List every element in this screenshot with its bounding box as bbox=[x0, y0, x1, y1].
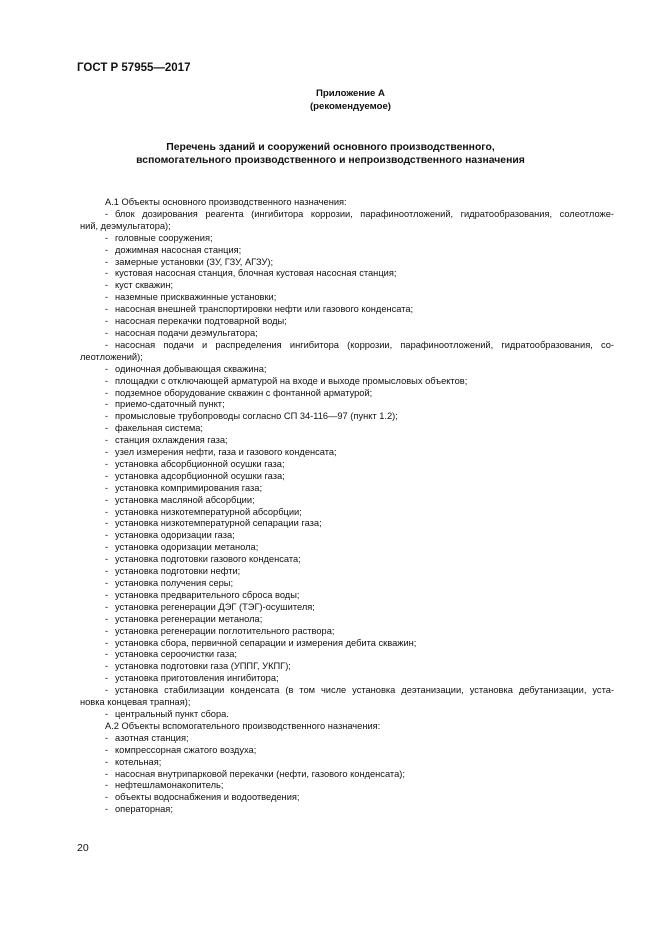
list-dash: - bbox=[105, 661, 109, 672]
list-item-text: компрессорная сжатого воздуха; bbox=[115, 744, 257, 755]
list-item-text: установка подготовки газового конденсата; bbox=[115, 554, 301, 565]
list-dash: - bbox=[105, 375, 109, 386]
list-item-text: котельная; bbox=[115, 756, 162, 767]
list-item bbox=[80, 447, 614, 459]
list-item bbox=[80, 304, 614, 316]
list-dash: - bbox=[105, 530, 109, 541]
list-dash: - bbox=[105, 578, 109, 588]
list-item-text: установка получения серы; bbox=[115, 578, 234, 588]
list-item bbox=[80, 423, 614, 435]
list-item bbox=[80, 435, 614, 447]
list-dash: - bbox=[105, 792, 109, 803]
list-item-text: установка приготовления ингибитора; bbox=[115, 673, 279, 684]
list-item bbox=[80, 483, 614, 495]
list-item-text: установка сероочистки газа; bbox=[115, 649, 237, 660]
list-dash: - bbox=[105, 542, 109, 553]
list-item bbox=[80, 376, 614, 388]
page-number: 20 bbox=[77, 842, 89, 854]
list-dash: - bbox=[105, 482, 109, 493]
list-dash: - bbox=[105, 506, 109, 517]
list-item-text: азотная станция; bbox=[115, 732, 189, 743]
list-dash: - bbox=[105, 470, 109, 481]
list-item bbox=[80, 804, 614, 816]
list-dash: - bbox=[105, 685, 109, 696]
list-dash: - bbox=[105, 363, 109, 374]
list-dash: - bbox=[105, 554, 109, 565]
list-item bbox=[80, 280, 614, 292]
list-item bbox=[80, 328, 614, 340]
document-title bbox=[0, 141, 661, 167]
list-item-text: операторная; bbox=[115, 804, 173, 815]
list-item bbox=[80, 495, 614, 507]
list-item-text: установка регенерации метанола; bbox=[115, 613, 263, 624]
list-item-text: установка одоризации газа; bbox=[115, 530, 235, 541]
list-item bbox=[80, 649, 614, 661]
list-dash: - bbox=[105, 292, 109, 303]
list-item-text: установка низкотемпературной сепарации газа; bbox=[115, 518, 322, 529]
list-dash: - bbox=[105, 399, 109, 410]
list-item bbox=[80, 578, 614, 590]
list-item bbox=[80, 792, 614, 804]
list-item bbox=[80, 340, 614, 352]
list-item-text: кустовая насосная станция, блочная кустовая насосная станция; bbox=[115, 268, 397, 279]
list-item-continuation: новка концевая трапная); bbox=[80, 697, 191, 708]
list-item-text: установка одоризации метанола; bbox=[115, 542, 259, 553]
list-dash: - bbox=[105, 566, 109, 577]
list-dash: - bbox=[105, 447, 109, 458]
list-dash: - bbox=[105, 458, 109, 469]
list-item bbox=[80, 364, 614, 376]
appendix-title: Приложение А bbox=[316, 88, 385, 99]
list-item-text: установка регенерации ДЭГ (ТЭГ)-осушителя; bbox=[115, 601, 315, 612]
list-item-continuation: ний, деэмульгатора); bbox=[80, 220, 171, 231]
list-item bbox=[80, 245, 614, 257]
list-item-text: установка предварительного сброса воды; bbox=[115, 589, 300, 600]
list-item bbox=[80, 614, 614, 626]
list-dash: - bbox=[105, 304, 109, 315]
list-item-text: центральный пункт сбора. bbox=[115, 708, 229, 719]
list-item-text: приемо-сдаточный пункт; bbox=[115, 399, 225, 410]
list-item-text: одиночная добывающая скважина; bbox=[115, 363, 267, 374]
list-item bbox=[80, 209, 614, 221]
list-dash: - bbox=[105, 744, 109, 755]
list-item-text: установка сбора, первичной сепарации и измерения дебита скважин; bbox=[115, 637, 417, 648]
list-item-text: насосная внутрипарковой перекачки (нефти, газового конденсата); bbox=[115, 768, 405, 779]
list-item bbox=[80, 530, 614, 542]
list-item-text: установка адсорбционной осушки газа; bbox=[115, 470, 285, 481]
list-item bbox=[80, 233, 614, 245]
appendix-subtitle: (рекомендуемое) bbox=[309, 100, 391, 112]
list-item bbox=[80, 769, 614, 781]
title-line-1: Перечень зданий и сооружений основного производственного, bbox=[166, 142, 495, 153]
list-item bbox=[80, 518, 614, 530]
list-item bbox=[80, 459, 614, 471]
list-item-text: насосная внешней транспортировки нефти или газового конденсата; bbox=[115, 304, 414, 315]
list-dash: - bbox=[105, 613, 109, 624]
list-item bbox=[80, 626, 614, 638]
list-item-text: установка подготовки газа (УППГ, УКПГ); bbox=[115, 661, 291, 672]
list-item-text: установка абсорбционной осушки газа; bbox=[115, 458, 285, 469]
list-dash: - bbox=[105, 256, 109, 267]
list-item bbox=[80, 507, 614, 519]
list-item bbox=[80, 399, 614, 411]
list-item bbox=[80, 733, 614, 745]
list-item-text: установка низкотемпературной абсорбции; bbox=[115, 506, 302, 517]
list-item-text: установка подготовки нефти; bbox=[115, 566, 241, 577]
list-item bbox=[80, 638, 614, 650]
list-item-text: головные сооружения; bbox=[115, 232, 213, 243]
list-item bbox=[80, 471, 614, 483]
list-item-text: блок дозирования реагента (ингибитора коррозии, парафиноотложений, гидратообразования, солеотложе- bbox=[115, 208, 614, 219]
list-item-text: станция охлаждения газа; bbox=[115, 435, 228, 446]
list-item-text: установка масляной абсорбции; bbox=[115, 494, 255, 505]
list-dash: - bbox=[105, 327, 109, 338]
list-item-text: замерные установки (ЗУ, ГЗУ, АГЗУ); bbox=[115, 256, 274, 267]
list-dash: - bbox=[105, 589, 109, 600]
list-dash: - bbox=[105, 339, 109, 350]
list-item-text: насосная перекачки подтоварной воды; bbox=[115, 316, 287, 327]
list-dash: - bbox=[105, 494, 109, 505]
list-dash: - bbox=[105, 280, 109, 291]
list-dash: - bbox=[105, 637, 109, 648]
list-dash: - bbox=[105, 708, 109, 719]
list-item bbox=[80, 709, 614, 721]
list-item-text: насосная подачи и распределения ингибитора (коррозии, парафиноотложений, гидратообразования, со- bbox=[115, 339, 614, 350]
list-item-continuation: леотложений); bbox=[80, 351, 143, 362]
list-dash: - bbox=[105, 601, 109, 612]
list-dash: - bbox=[105, 387, 109, 398]
list-item bbox=[80, 316, 614, 328]
list-item bbox=[80, 411, 614, 423]
list-item bbox=[80, 673, 614, 685]
list-item-text: промысловые трубопроводы согласно СП 34-116—97 (пункт 1.2); bbox=[115, 411, 398, 422]
list-item-text: наземные прискважинные установки; bbox=[115, 292, 277, 303]
list-item bbox=[80, 602, 614, 614]
appendix-heading bbox=[0, 88, 661, 113]
list-item bbox=[80, 566, 614, 578]
list-dash: - bbox=[105, 768, 109, 779]
list-item bbox=[80, 685, 614, 697]
section-heading: А.2 Объекты вспомогательного производственного назначения: bbox=[105, 720, 381, 731]
list-dash: - bbox=[105, 423, 109, 434]
list-dash: - bbox=[105, 268, 109, 279]
list-dash: - bbox=[105, 756, 109, 767]
list-item-text: площадки с отключающей арматурой на входе и выходе промысловых объектов; bbox=[115, 375, 468, 386]
list-item-text: узел измерения нефти, газа и газового конденсата; bbox=[115, 447, 337, 458]
list-item-text: установка компримирования газа; bbox=[115, 482, 263, 493]
document-body bbox=[80, 197, 614, 816]
list-item bbox=[80, 757, 614, 769]
list-dash: - bbox=[105, 673, 109, 684]
list-dash: - bbox=[105, 316, 109, 327]
list-dash: - bbox=[105, 244, 109, 255]
title-line-2: вспомогательного производственного и непроизводственного назначения bbox=[136, 155, 525, 166]
list-item-text: подземное оборудование скважин с фонтанной арматурой; bbox=[115, 387, 373, 398]
list-item-text: куст скважин; bbox=[115, 280, 174, 291]
standard-number: ГОСТ Р 57955—2017 bbox=[77, 62, 191, 74]
list-item-text: насосная подачи деэмульгатора; bbox=[115, 327, 258, 338]
list-item-text: дожимная насосная станция; bbox=[115, 244, 242, 255]
list-item-text: объекты водоснабжения и водоотведения; bbox=[115, 792, 300, 803]
list-item bbox=[80, 292, 614, 304]
list-item-text: факельная система; bbox=[115, 423, 204, 434]
list-dash: - bbox=[105, 732, 109, 743]
list-dash: - bbox=[105, 208, 109, 219]
list-item bbox=[80, 388, 614, 400]
list-dash: - bbox=[105, 625, 109, 636]
section-heading: А.1 Объекты основного производственного назначения: bbox=[105, 197, 347, 207]
list-item bbox=[80, 661, 614, 673]
list-dash: - bbox=[105, 649, 109, 660]
list-item bbox=[80, 780, 614, 792]
list-dash: - bbox=[105, 804, 109, 815]
list-item bbox=[80, 554, 614, 566]
list-item bbox=[80, 268, 614, 280]
list-item bbox=[80, 590, 614, 602]
list-dash: - bbox=[105, 411, 109, 422]
list-item bbox=[80, 257, 614, 269]
list-item-text: нефтешламонакопитель; bbox=[115, 780, 224, 791]
list-item-text: установка регенерации поглотительного раствора; bbox=[115, 625, 335, 636]
list-item-text: установка стабилизации конденсата (в том числе установка деэтанизации, установка дебутанизации, уста- bbox=[115, 685, 614, 696]
list-dash: - bbox=[105, 518, 109, 529]
list-item bbox=[80, 542, 614, 554]
list-dash: - bbox=[105, 780, 109, 791]
list-item bbox=[80, 745, 614, 757]
list-dash: - bbox=[105, 232, 109, 243]
list-dash: - bbox=[105, 435, 109, 446]
